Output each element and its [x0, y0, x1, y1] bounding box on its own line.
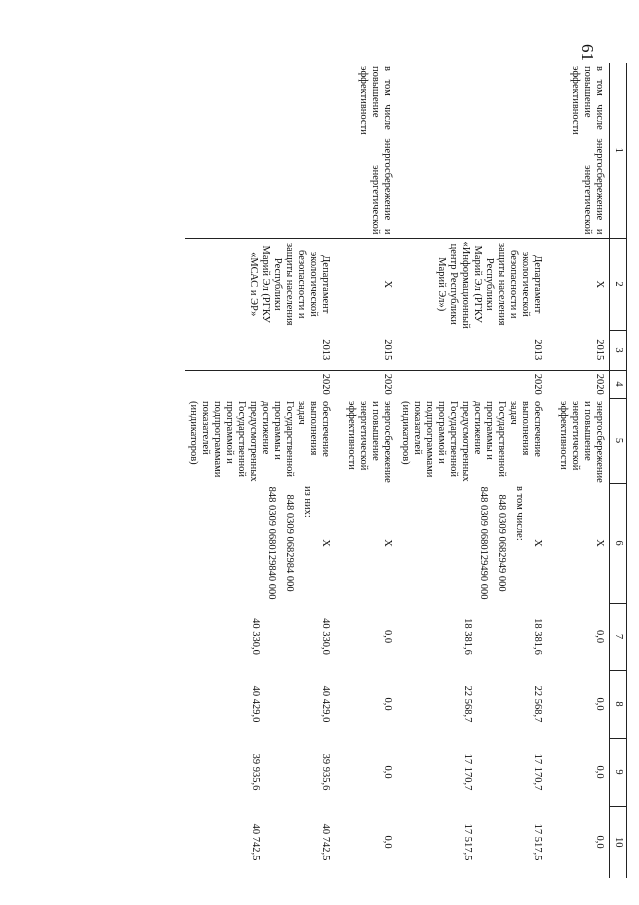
cell-value-2: 0,0	[382, 629, 394, 644]
cell-description: энергосбережение и повышение энергетической эффективности	[346, 401, 394, 483]
cell-end-year: 2020	[186, 370, 336, 398]
table-row	[398, 63, 548, 878]
column-header: 8	[610, 670, 627, 738]
budget-table	[186, 63, 628, 878]
cell-value-4	[398, 738, 548, 806]
cell-executor: X	[336, 238, 398, 330]
cell-value-2: 0,0	[594, 629, 605, 644]
cell-description: энергосбережение и повышение энергетической эффективности	[557, 401, 605, 483]
cell-value-4: 0,0	[594, 765, 605, 779]
column-header: 7	[610, 603, 627, 670]
cell-end-year: 2020	[398, 370, 548, 398]
value-total: 18 381,6	[532, 618, 544, 655]
cell-description: обеспечение выполнения задач Государственной программы и достижение предусмотренных Государственной программой и подпрограммами показателей (индикаторов)	[187, 401, 332, 482]
cell-start-year: 2013	[532, 339, 544, 361]
cell-value-2	[186, 603, 336, 670]
cell-value-5: 0,0	[594, 835, 605, 849]
value-total: 40 429,0	[320, 685, 332, 723]
table-row	[336, 63, 398, 878]
cell-code-group	[398, 483, 548, 603]
value-detail: 22 568,7	[462, 685, 474, 723]
cell-start-year: 2013	[320, 339, 332, 361]
cell-value-3: 0,0	[594, 697, 605, 711]
value-total: 17 170,7	[532, 753, 544, 791]
cell-executor: Департамент экологической безопасности и защиты населения Республики Марий Эл (РГКУ «Информационный центр Республики Марий Эл»)	[398, 238, 548, 330]
cell-value-5	[186, 806, 336, 878]
value-total: 40 742,5	[320, 823, 332, 861]
code-x: X	[320, 539, 332, 547]
column-header: 2	[610, 238, 627, 330]
code-secondary: 848 0309 0680129490 000	[478, 486, 490, 600]
column-header: 10	[610, 806, 627, 878]
cell-value-3: 0,0	[382, 697, 394, 711]
column-header: 3	[610, 330, 627, 370]
value-total: 17 517,5	[532, 823, 544, 861]
value-detail: 17 170,7	[462, 753, 474, 791]
cell-start-year: 2015	[382, 339, 394, 361]
cell-executor: Департамент экологической безопасности и защиты населения Республики Марий Эл (РГКУ «МСАС и ЭР»	[186, 238, 336, 330]
cell-value-3	[186, 670, 336, 738]
cell-name	[398, 63, 548, 238]
cell-name: в том числе энергосбережение и повышение энергетической эффективности	[358, 66, 394, 235]
value-total: 22 568,7	[532, 685, 544, 723]
code-subtitle: из них:	[302, 486, 314, 518]
cell-code-group	[186, 483, 336, 603]
cell-code: X	[382, 539, 394, 547]
cell-end-year: 2020	[548, 370, 610, 398]
cell-executor: X	[548, 238, 610, 330]
cell-value-5: 0,0	[382, 835, 394, 849]
column-header: 4	[610, 370, 627, 398]
cell-value-4: 0,0	[382, 765, 394, 779]
column-header: 9	[610, 738, 627, 806]
cell-value-5	[398, 806, 548, 878]
code-primary: 848 0309 0682984 000	[284, 494, 296, 592]
value-detail: 18 381,6	[462, 618, 474, 655]
rotated-table-container	[107, 63, 627, 878]
value-total: 39 935,6	[320, 753, 332, 791]
cell-description: обеспечение выполнения задач Государственной программы и достижение предусмотренных Государственной программой и подпрограммами показателей (индикаторов)	[399, 401, 544, 482]
table-row	[548, 63, 610, 878]
value-detail: 40 429,0	[250, 685, 262, 723]
cell-value-4	[186, 738, 336, 806]
value-detail: 39 935,6	[250, 753, 262, 791]
cell-code: X	[594, 539, 605, 547]
cell-name: в том числе энергосбережение и повышение энергетической эффективности	[569, 66, 605, 235]
header-row	[610, 63, 627, 878]
code-primary: 848 0309 0682949 000	[496, 494, 508, 592]
column-header: 6	[610, 483, 627, 603]
cell-start-year: 2015	[594, 339, 605, 361]
cell-value-3	[398, 670, 548, 738]
value-detail: 40 330,0	[250, 618, 262, 655]
page-number: 61	[578, 44, 597, 61]
code-secondary: 848 0309 0680129840 000	[266, 486, 278, 600]
code-subtitle: в том числе:	[514, 486, 526, 541]
table-row	[186, 63, 336, 878]
value-detail: 17 517,5	[462, 823, 474, 861]
column-header: 1	[610, 63, 627, 238]
value-detail: 40 742,5	[250, 823, 262, 861]
value-total: 40 330,0	[320, 618, 332, 655]
cell-value-2	[398, 603, 548, 670]
cell-name	[186, 63, 336, 238]
column-header: 5	[610, 398, 627, 483]
cell-end-year: 2020	[336, 370, 398, 398]
code-x: X	[532, 539, 544, 547]
